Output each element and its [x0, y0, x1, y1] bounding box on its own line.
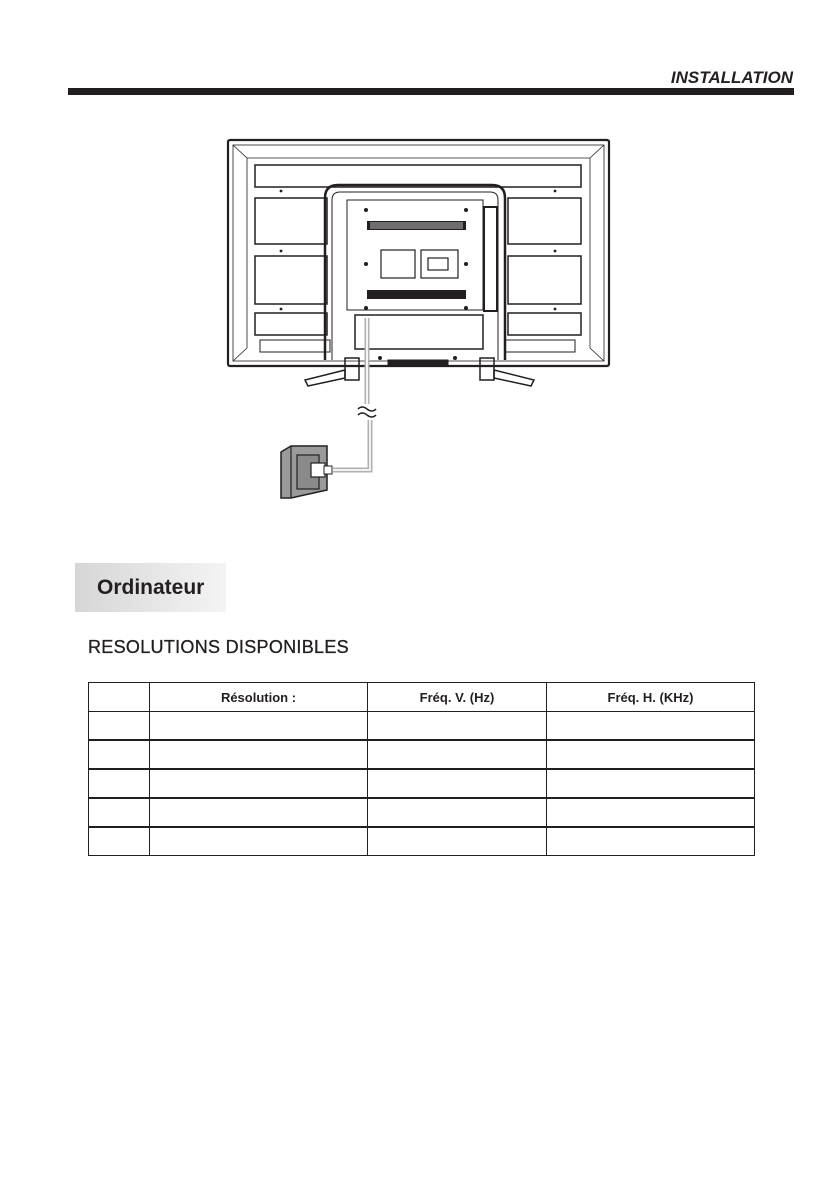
section-title: INSTALLATION: [670, 68, 793, 87]
table-cell: [150, 827, 368, 856]
table-cell: [89, 712, 150, 741]
table-row: [89, 827, 755, 856]
table-cell: [368, 798, 547, 827]
table-cell: [368, 769, 547, 798]
table-header-row: [89, 683, 755, 712]
table-cell: [150, 769, 368, 798]
table-cell: [89, 740, 150, 769]
column-header-horizontal-frequency: Fréq. H. (KHz): [547, 683, 755, 712]
table-cell: [547, 712, 755, 741]
table-row: [89, 712, 755, 741]
table-cell: [150, 740, 368, 769]
table-cell: [547, 827, 755, 856]
wall-outlet-icon: [281, 446, 332, 498]
tv-vent-slots: [367, 221, 466, 299]
tv-power-connection-diagram: [0, 0, 839, 520]
column-header-index: [89, 683, 150, 712]
table-cell: [368, 712, 547, 741]
table-row: [89, 740, 755, 769]
column-header-resolution: Résolution :: [150, 683, 368, 712]
table-row: [89, 769, 755, 798]
resolutions-table: [88, 682, 755, 856]
table-cell: [89, 827, 150, 856]
section-tab-ordinateur: Ordinateur: [75, 563, 226, 612]
table-cell: [89, 798, 150, 827]
tv-rear-panel-icon: [228, 140, 609, 386]
table-cell: [547, 769, 755, 798]
resolutions-heading: RESOLUTIONS DISPONIBLES: [88, 637, 349, 657]
table-cell: [150, 712, 368, 741]
table-cell: [547, 740, 755, 769]
table-cell: [368, 740, 547, 769]
table-cell: [368, 827, 547, 856]
table-cell: [89, 769, 150, 798]
column-header-vertical-frequency: Fréq. V. (Hz): [368, 683, 547, 712]
table-cell: [547, 798, 755, 827]
table-row: [89, 798, 755, 827]
table-cell: [150, 798, 368, 827]
